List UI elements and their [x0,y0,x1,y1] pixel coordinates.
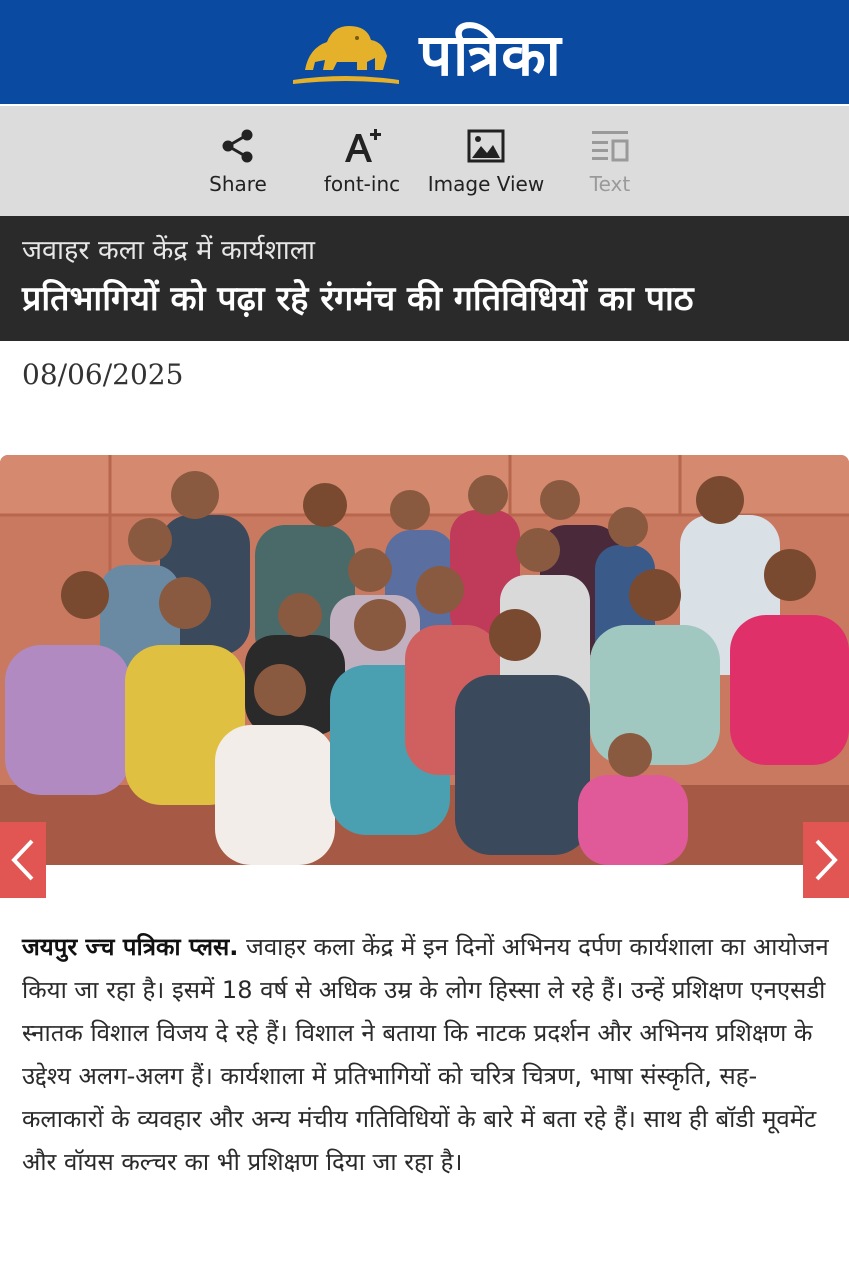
publish-date: 08/06/2025 [22,358,184,391]
image-view-label: Image View [427,172,545,196]
article-body [22,926,832,1184]
image-icon [467,129,505,163]
gallery-prev-button[interactable] [0,822,46,898]
dateline: जयपुर ज्च पत्रिका प्लस. [22,933,239,961]
lion-logo-icon [287,18,405,86]
text-view-button[interactable] [540,124,680,196]
brand-name[interactable]: पत्रिका [419,20,562,89]
font-increase-button[interactable] [292,124,432,196]
share-icon [221,128,255,164]
text-view-label: Text [589,172,631,196]
image-view-button[interactable] [416,124,556,196]
kicker: जवाहर कला केंद्र में कार्यशाला [22,235,316,266]
group-photo [0,455,849,865]
headline-block [0,216,849,341]
chevron-left-icon [10,838,36,882]
share-label: Share [209,172,267,196]
headline: प्रतिभागियों को पढ़ा रहे रंगमंच की गतिविधियों का पाठ [22,279,694,319]
article-text: जवाहर कला केंद्र में इन दिनों अभिनय दर्पण कार्यशाला का आयोजन किया जा रहा है। इसमें 18 वर्ष से अधिक उम्र के लोग हिस्सा ले रहे हैं। उन्हें प्रशिक्षण एनएसडी स्नातक विशाल विजय दे रहे हैं। विशाल ने बताया कि नाटक प्रदर्शन और अभिनय प्रशिक्षण के उद्देश्य अलग-अलग हैं। कार्यशाला में प्रतिभागियों को चरित्र चित्रण, भाषा संस्कृति, सह-कलाकारों के व्यवहार और अन्य मंचीय गतिविधियों के बारे में बता रहे हैं। साथ ही बॉडी मूवमेंट और वॉयस कल्चर का भी प्रशिक्षण दिया जा रहा है। [22,933,829,1176]
article-photo[interactable] [0,455,849,865]
share-button[interactable] [168,124,308,196]
article-toolbar [0,106,849,216]
font-increase-icon [342,126,382,166]
font-increase-label: font-inc [323,172,401,196]
gallery-next-button[interactable] [803,822,849,898]
masthead [0,0,849,104]
chevron-right-icon [813,838,839,882]
text-view-icon [590,128,630,164]
